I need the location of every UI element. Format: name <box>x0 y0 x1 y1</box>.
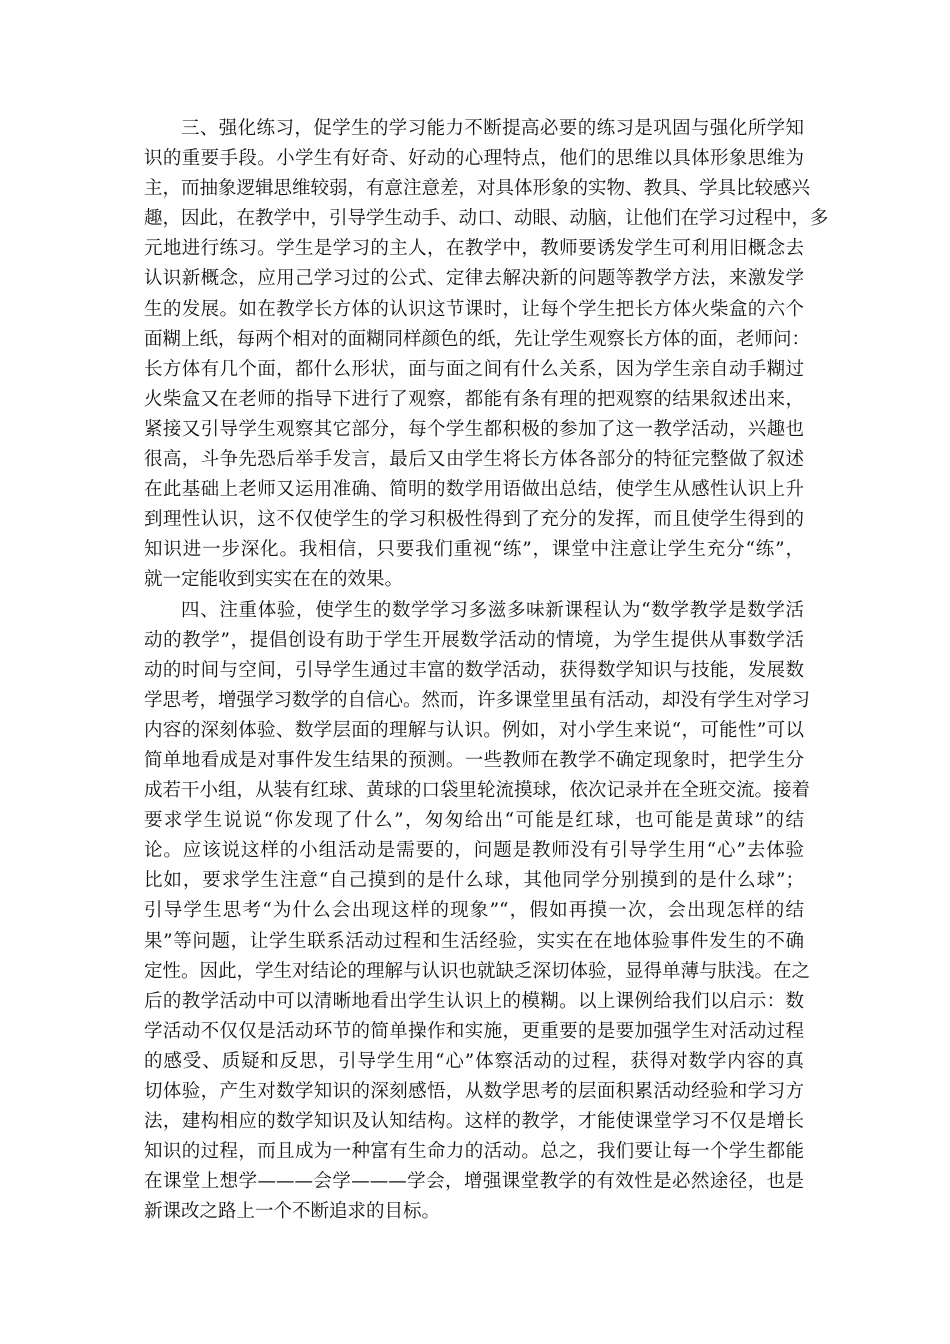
text-line: 趣，因此，在教学中，引导学生动手、动口、动眼、动脑，让他们在学习过程中，多 <box>144 208 829 230</box>
text-line: 学思考，增强学习数学的自信心。然而，许多课堂里虽有活动，却没有学生对学习 <box>144 689 811 711</box>
text-line: 动的教学”，提倡创设有助于学生开展数学活动的情境，为学生提供从事数学活 <box>144 629 804 651</box>
text-line: 学活动不仅仅是活动环节的简单操作和实施，更重要的是要加强学生对活动过程 <box>144 1020 804 1042</box>
text-line: 法，建构相应的数学知识及认知结构。这样的教学，才能使课堂学习不仅是增长 <box>144 1111 804 1133</box>
text-line: 的感受、质疑和反思，引导学生用“心”体察活动的过程，获得对数学内容的真 <box>144 1050 804 1072</box>
text-line: 元地进行练习。学生是学习的主人，在教学中，教师要诱发学生可利用旧概念去 <box>144 238 804 260</box>
text-line: 在此基础上老师又运用准确、简明的数学用语做出总结，使学生从感性认识上升 <box>144 479 804 501</box>
text-line: 生的发展。如在教学长方体的认识这节课时，让每个学生把长方体火柴盒的六个 <box>144 298 804 320</box>
paragraph-2 <box>144 596 811 1228</box>
text-line: 简单地看成是对事件发生结果的预测。一些教师在教学不确定现象时，把学生分 <box>144 749 804 771</box>
text-line: 引导学生思考“为什么会出现这样的现象”“，假如再摸一次，会出现怎样的结 <box>144 900 804 922</box>
document-body <box>144 114 829 1227</box>
text-line: 就一定能收到实实在在的效果。 <box>144 569 404 591</box>
text-line: 定性。因此，学生对结论的理解与认识也就缺乏深切体验，显得单薄与肤浅。在之 <box>144 960 811 982</box>
text-line: 要求学生说说“你发现了什么”，匆匆给出“可能是红球，也可能是黄球”的结 <box>144 810 804 832</box>
text-line: 四、注重体验，使学生的数学学习多滋多味新课程认为“数学教学是数学活 <box>181 599 804 621</box>
text-line: 识的重要手段。小学生有好奇、好动的心理特点，他们的思维以具体形象思维为 <box>144 148 804 170</box>
text-line: 果”等问题，让学生联系活动过程和生活经验，实实在在地体验事件发生的不确 <box>144 930 804 952</box>
text-line: 面糊上纸，每两个相对的面糊同样颜色的纸，先让学生观察长方体的面，老师问： <box>144 328 811 350</box>
text-line: 到理性认识，这不仅使学生的学习积极性得到了充分的发挥，而且使学生得到的 <box>144 509 804 531</box>
paragraph-1 <box>144 114 829 596</box>
text-line: 切体验，产生对数学知识的深刻感悟，从数学思考的层面积累活动经验和学习方 <box>144 1081 804 1102</box>
text-line: 认识新概念，应用己学习过的公式、定律去解决新的问题等教学方法，来激发学 <box>144 268 804 290</box>
text-line: 长方体有几个面，都什么形状，面与面之间有什么关系，因为学生亲自动手糊过 <box>144 358 804 380</box>
text-line: 论。应该说这样的小组活动是需要的，问题是教师没有引导学生用“心”去体验 <box>144 840 804 862</box>
text-line: 很高，斗争先恐后举手发言，最后又由学生将长方体各部分的特征完整做了叙述 <box>144 449 804 471</box>
text-line: 火柴盒又在老师的指导下进行了观察，都能有条有理的把观察的结果叙述出来， <box>144 388 804 410</box>
text-line: 动的时间与空间，引导学生通过丰富的数学活动，获得数学知识与技能，发展数 <box>144 659 804 681</box>
text-line: 成若干小组，从装有红球、黄球的口袋里轮流摸球，依次记录并在全班交流。接着 <box>144 780 811 802</box>
text-line: 知识的过程，而且成为一种富有生命力的活动。总之，我们要让每一个学生都能 <box>144 1141 804 1163</box>
text-line: 内容的深刻体验、数学层面的理解与认识。例如，对小学生来说“，可能性”可以 <box>144 719 804 741</box>
text-line: 主，而抽象逻辑思维较弱，有意注意差，对具体形象的实物、教具、学具比较感兴 <box>144 178 811 200</box>
text-line: 紧接又引导学生观察其它部分，每个学生都积极的参加了这一教学活动，兴趣也 <box>144 418 804 440</box>
text-line: 三、强化练习，促学生的学习能力不断提高必要的练习是巩固与强化所学知 <box>181 118 804 139</box>
text-line: 新课改之路上一个不断追求的目标。 <box>144 1201 441 1223</box>
text-line: 后的教学活动中可以清晰地看出学生认识上的模糊。以上课例给我们以启示：数 <box>144 990 804 1012</box>
text-line: 在课堂上想学———会学———学会，增强课堂教学的有效性是必然途径，也是 <box>144 1171 804 1193</box>
text-line: 知识进一步深化。我相信，只要我们重视“练”，课堂中注意让学生充分“练”， <box>144 539 804 561</box>
text-line: 比如，要求学生注意“自己摸到的是什么球，其他同学分别摸到的是什么球”； <box>144 870 804 892</box>
